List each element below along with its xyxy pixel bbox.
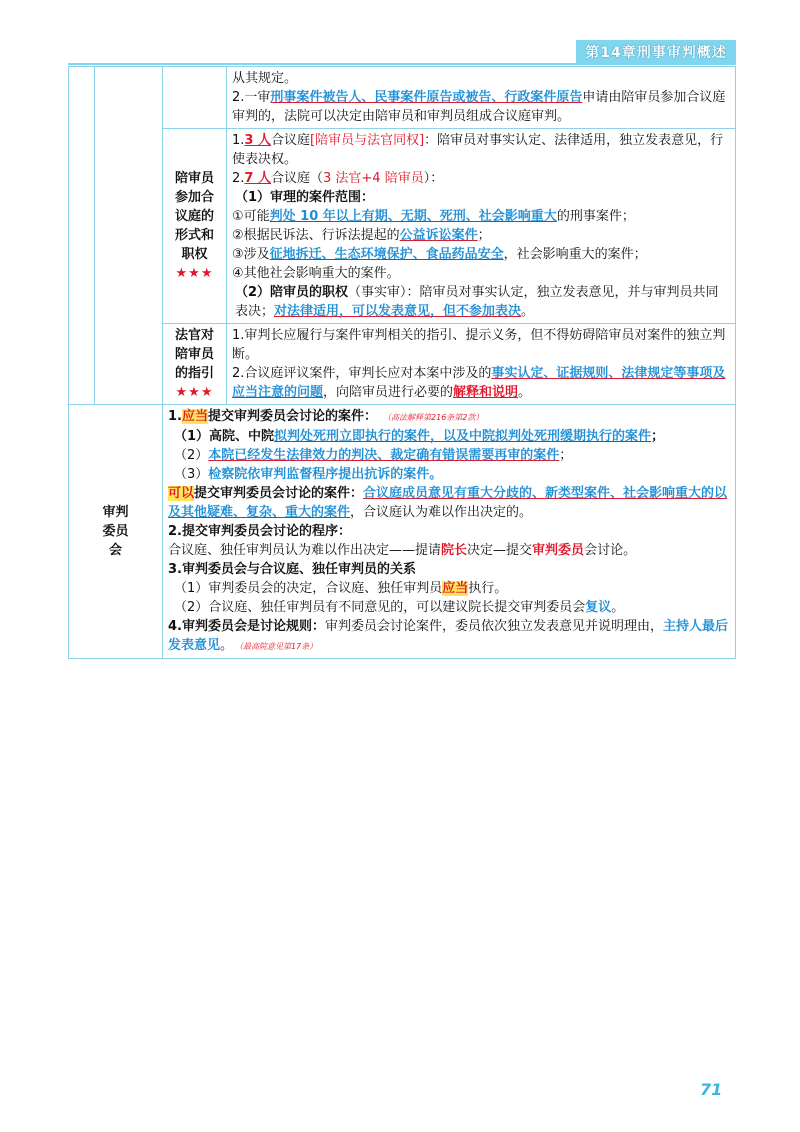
text-line: 3.审判委员会与合议庭、独任审判员的关系 — [168, 562, 416, 577]
text-line: （1）高院、中院拟判处死刑立即执行的案件，以及中院拟判处死刑缓期执行的案件； — [174, 429, 665, 444]
guide-label: 法官对 陪审员 的指引 ★★★ — [163, 324, 227, 405]
text-line: （1）审判委员会的决定，合议庭、独任审判员应当执行。 — [174, 581, 508, 596]
text-line: （2）合议庭、独任审判员有不同意见的，可以建议院长提交审判委员会复议。 — [174, 600, 625, 615]
text-line: （2）陪审员的职权（事实审）：陪审员对事实认定，独立发表意见，并与审判员共同表决；对法律适用，可以发表意见，但不参加表决。 — [235, 285, 719, 319]
content-cell — [227, 129, 736, 324]
content-cell — [227, 324, 736, 405]
chapter-header: 第14章刑事审判概述 — [576, 40, 736, 64]
content-table — [68, 66, 736, 659]
text-line: 2.合议庭评议案件，审判长应对本案中涉及的事实认定、证据规则、法律规定等事项及应当注意的问题，向陪审员进行必要的解释和说明。 — [232, 366, 726, 400]
text-line: 1.3 人合议庭[陪审员与法官同权]：陪审员对事实认定、法律适用，独立发表意见，行使表决权。 — [232, 133, 724, 167]
text-line: 1.审判长应履行与案件审判相关的指引、提示义务，但不得妨碍陪审员对案件的独立判断。 — [232, 328, 726, 362]
text-line: ③涉及征地拆迁、生态环境保护、食品药品安全，社会影响重大的案件； — [232, 247, 647, 262]
text-line: ④其他社会影响重大的案件。 — [232, 266, 400, 281]
text-line: 2.提交审判委员会讨论的程序： — [168, 524, 351, 539]
text-line: ②根据民诉法、行诉法提起的公益诉讼案件； — [232, 228, 491, 243]
content-cell — [227, 67, 736, 129]
text-line: 2.7 人合议庭（3 法官+4 陪审员）： — [232, 171, 444, 186]
table-row — [69, 324, 736, 405]
text-line: 1.应当提交审判委员会讨论的案件： （高法解释第216条第2款） — [168, 409, 484, 424]
left-empty-cell — [95, 67, 163, 405]
text-line: 4.审判委员会是讨论规则：审判委员会讨论案件，委员依次独立发表意见并说明理由，主持人最后发表意见。 （最高院意见第17条） — [168, 619, 729, 653]
table-row — [69, 129, 736, 324]
text-line: 可以提交审判委员会讨论的案件：合议庭成员意见有重大分歧的、新类型案件、社会影响重大的以及其他疑难、复杂、重大的案件，合议庭认为难以作出决定的。 — [168, 486, 728, 520]
page-number: 71 — [700, 1080, 723, 1099]
text-line: 合议庭、独任审判员认为难以作出决定——提请院长决定—提交审判委员会讨论。 — [168, 543, 637, 558]
assessor-label: 陪审员 参加合 议庭的 形式和 职权 ★★★ — [163, 129, 227, 324]
text-line: （3）检察院依审判监督程序提出抗诉的案件。 — [174, 467, 443, 482]
table-row — [69, 67, 736, 129]
text-line: （2）本院已经发生法律效力的判决、裁定确有错误需要再审的案件； — [174, 448, 573, 463]
empty-label-cell — [163, 67, 227, 129]
text-line: （1）审理的案件范围： — [235, 190, 375, 205]
committee-label: 审判 委员 会 — [69, 405, 163, 659]
text-line: 从其规定。 — [232, 71, 298, 86]
table-row — [69, 405, 736, 659]
left-empty-cell — [69, 67, 95, 405]
text-line: 2.一审刑事案件被告人、民事案件原告或被告、行政案件原告申请由陪审员参加合议庭审判的，法院可以决定由陪审员和审判员组成合议庭审判。 — [232, 90, 726, 124]
header-divider — [68, 63, 736, 65]
text-line: ①可能判处 10 年以上有期、无期、死刑、社会影响重大的刑事案件； — [232, 209, 635, 224]
importance-stars: ★★★ — [175, 385, 214, 400]
importance-stars: ★★★ — [175, 266, 214, 281]
content-cell — [163, 405, 736, 659]
